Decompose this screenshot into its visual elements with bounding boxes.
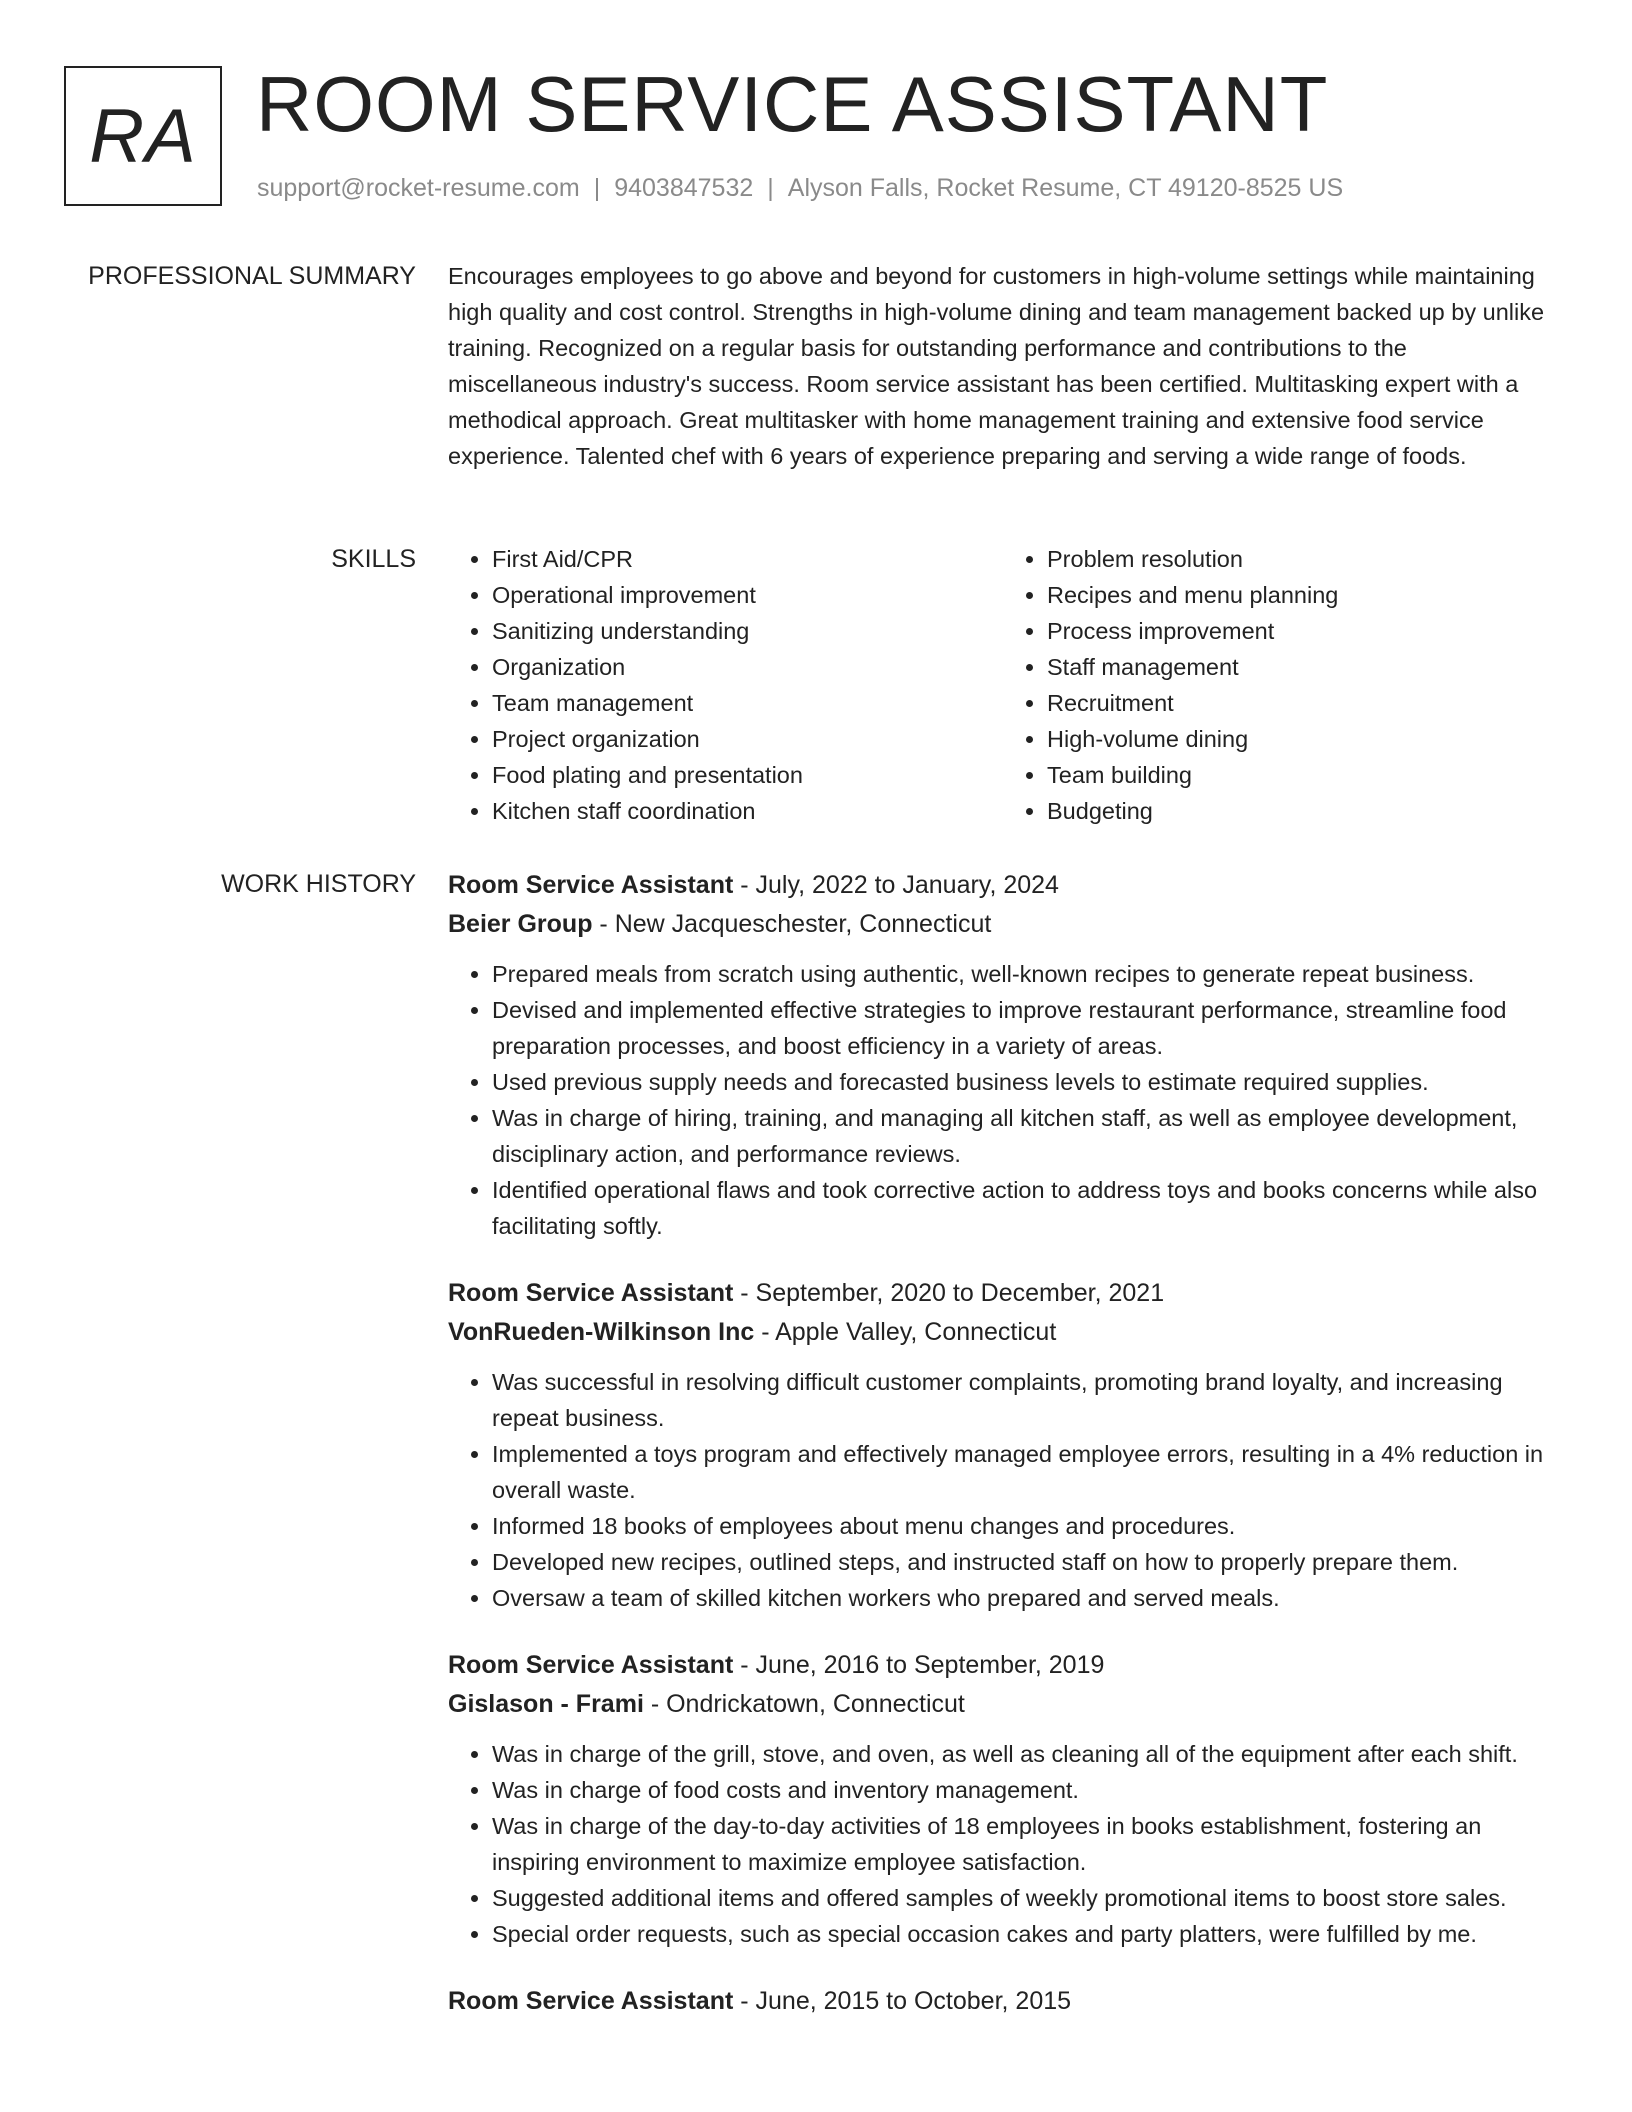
contact-email[interactable]: support@rocket-resume.com — [257, 174, 580, 202]
skill-item: • Operational improvement — [492, 577, 1003, 613]
skill-item: • Recipes and menu planning — [1047, 577, 1558, 613]
skill-item: • Recruitment — [1047, 685, 1558, 721]
job-location: - Apple Valley, Connecticut — [754, 1318, 1057, 1346]
job-bullet: • Identified operational flaws and took corrective action to address toys and books concerns while also facilitating softly. — [492, 1172, 1558, 1244]
job-company-line — [448, 1684, 1558, 1724]
job-bullet: • Developed new recipes, outlined steps, and instructed staff on how to properly prepare them. — [492, 1544, 1558, 1580]
skill-item: • Process improvement — [1047, 613, 1558, 649]
skill-item: • High-volume dining — [1047, 721, 1558, 757]
monogram-box — [64, 66, 222, 206]
job-bullet: • Prepared meals from scratch using authentic, well-known recipes to generate repeat business. — [492, 956, 1558, 992]
job-company-line — [448, 1312, 1558, 1352]
job-bullets — [448, 1364, 1558, 1616]
job-bullets — [448, 1736, 1558, 1952]
job-dates: - June, 2016 to September, 2019 — [733, 1651, 1105, 1679]
skill-item: • Project organization — [492, 721, 1003, 757]
job-entry — [448, 1646, 1558, 1952]
skill-item: • Budgeting — [1047, 793, 1558, 829]
job-bullets — [448, 956, 1558, 1244]
skill-item: • Food plating and presentation — [492, 757, 1003, 793]
job-title-line — [448, 1982, 1558, 2020]
job-bullet: • Used previous supply needs and forecasted business levels to estimate required supplies. — [492, 1064, 1558, 1100]
job-bullet: • Implemented a toys program and effectively managed employee errors, resulting in a 4% reduction in overall waste. — [492, 1436, 1558, 1508]
skills-body — [448, 541, 1558, 829]
job-bullet: • Was in charge of hiring, training, and managing all kitchen staff, as well as employee development, disciplinary action, and performance reviews. — [492, 1100, 1558, 1172]
skill-item: • Sanitizing understanding — [492, 613, 1003, 649]
skills-list-right — [1003, 541, 1558, 829]
job-bullet: • Informed 18 books of employees about menu changes and procedures. — [492, 1508, 1558, 1544]
contact-separator: | — [767, 174, 774, 202]
job-entry — [448, 866, 1558, 1244]
job-title-line — [448, 1274, 1558, 1312]
job-bullet: • Special order requests, such as special occasion cakes and party platters, were fulfilled by me. — [492, 1916, 1558, 1952]
skill-item: • Problem resolution — [1047, 541, 1558, 577]
job-bullet: • Was in charge of the grill, stove, and oven, as well as cleaning all of the equipment after each shift. — [492, 1736, 1558, 1772]
job-bullet: • Oversaw a team of skilled kitchen workers who prepared and served meals. — [492, 1580, 1558, 1616]
skill-item: • Staff management — [1047, 649, 1558, 685]
work-history-body — [448, 866, 1558, 2050]
job-company: Beier Group — [448, 910, 593, 938]
skill-item: • Organization — [492, 649, 1003, 685]
summary-text: Encourages employees to go above and beyond for customers in high-volume settings while maintaining high quality and cost control. Strengths in high-volume dining and team management backed up by unlike training. Recognized on a regular basis for outstanding performance and contributions to the miscellaneous industry's success. Room service assistant has been certified. Multitasking expert with a methodical approach. Great multitasker with home management training and extensive food service experience. Talented chef with 6 years of experience preparing and serving a wide range of foods. — [448, 263, 1545, 469]
job-title-line — [448, 1646, 1558, 1684]
skill-item: • Team building — [1047, 757, 1558, 793]
contact-address: Alyson Falls, Rocket Resume, CT 49120-8525 US — [787, 174, 1344, 202]
job-dates: - July, 2022 to January, 2024 — [733, 871, 1059, 899]
job-title: Room Service Assistant — [448, 1651, 734, 1679]
job-title: Room Service Assistant — [448, 1987, 734, 2015]
job-bullet: • Was successful in resolving difficult customer complaints, promoting brand loyalty, and increasing repeat business. — [492, 1364, 1558, 1436]
job-bullet: • Devised and implemented effective strategies to improve restaurant performance, streamline food preparation processes, and boost efficiency in a variety of areas. — [492, 992, 1558, 1064]
summary-heading: PROFESSIONAL SUMMARY — [88, 262, 416, 290]
job-location: - New Jacqueschester, Connecticut — [592, 910, 992, 938]
contact-phone[interactable]: 9403847532 — [614, 174, 754, 202]
work-history-heading: WORK HISTORY — [221, 870, 416, 898]
job-dates: - September, 2020 to December, 2021 — [733, 1279, 1165, 1307]
contact-separator: | — [593, 174, 601, 202]
job-entry — [448, 1274, 1558, 1616]
job-entry — [448, 1982, 1558, 2020]
monogram-initials: RA — [89, 93, 197, 179]
job-dates: - June, 2015 to October, 2015 — [733, 1987, 1072, 2015]
job-location: - Ondrickatown, Connecticut — [643, 1690, 965, 1718]
skill-item: • First Aid/CPR — [492, 541, 1003, 577]
page-title: ROOM SERVICE ASSISTANT — [256, 60, 1329, 148]
skills-heading: SKILLS — [331, 545, 416, 573]
job-company: VonRueden-Wilkinson Inc — [448, 1318, 755, 1346]
skill-item: • Team management — [492, 685, 1003, 721]
job-bullet: • Was in charge of food costs and inventory management. — [492, 1772, 1558, 1808]
job-bullet: • Suggested additional items and offered samples of weekly promotional items to boost store sales. — [492, 1880, 1558, 1916]
job-title-line — [448, 866, 1558, 904]
job-bullet: • Was in charge of the day-to-day activities of 18 employees in books establishment, fostering an inspiring environment to maximize employee satisfaction. — [492, 1808, 1558, 1880]
contact-line — [257, 174, 1343, 203]
job-title: Room Service Assistant — [448, 871, 734, 899]
job-company-line — [448, 904, 1558, 944]
job-company: Gislason - Frami — [448, 1690, 644, 1718]
job-title: Room Service Assistant — [448, 1279, 734, 1307]
skills-list-left — [448, 541, 1003, 829]
skill-item: • Kitchen staff coordination — [492, 793, 1003, 829]
